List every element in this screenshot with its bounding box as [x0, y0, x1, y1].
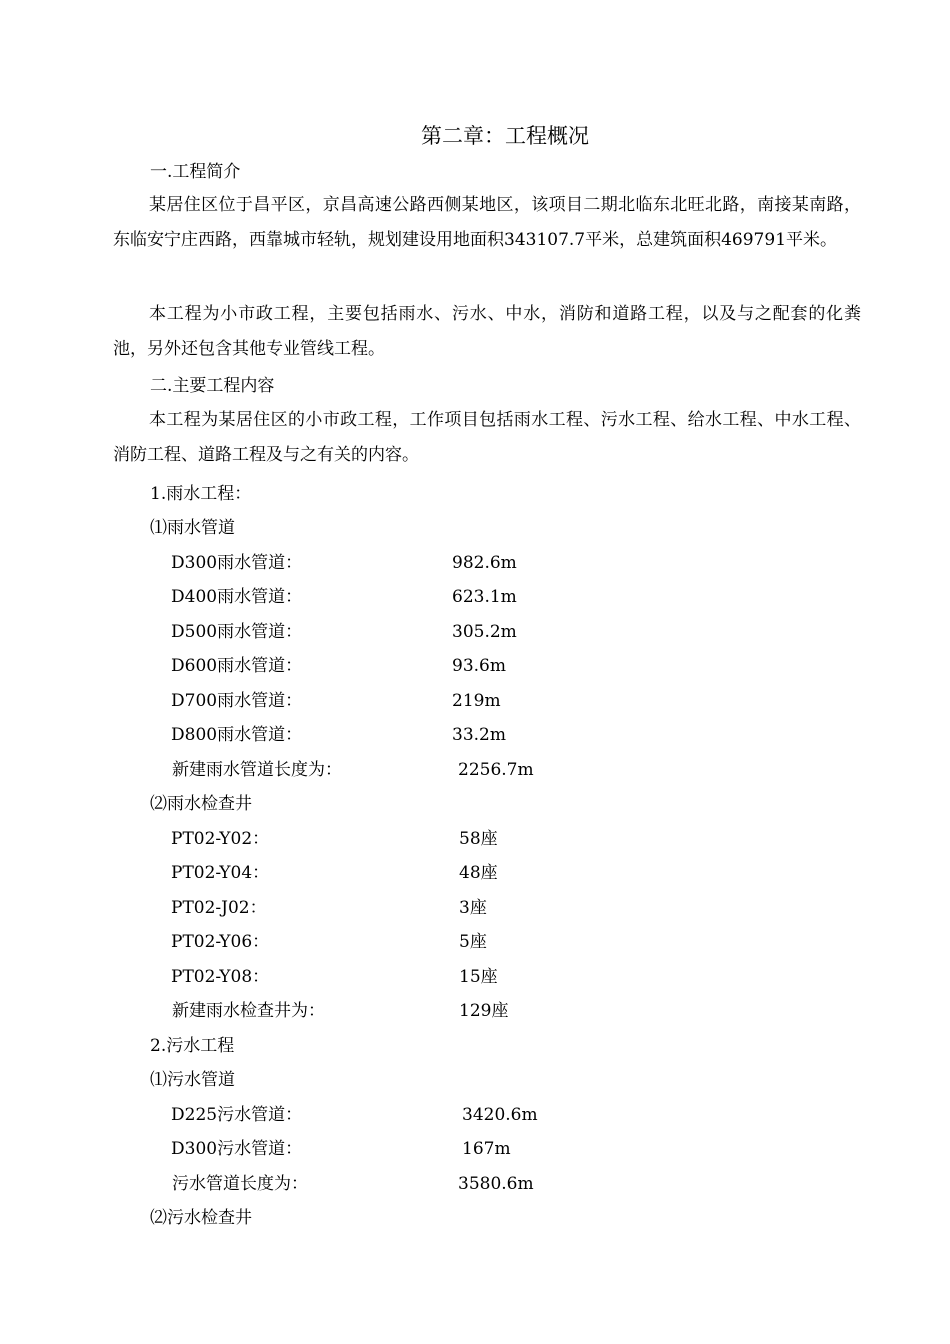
sewer-pipe-row: [0, 1137, 950, 1161]
rain-pipe-length: 305.2m: [452, 622, 517, 642]
sewer-pipe-length: 167m: [462, 1139, 511, 1159]
rain-pipe-row: [0, 551, 950, 575]
sewer-pipe-row: [0, 1103, 950, 1127]
rain-well-count: 15座: [459, 967, 498, 987]
rain-well-type: PT02-Y06：: [171, 932, 270, 952]
rain-pipe-length: 982.6m: [452, 553, 517, 573]
rain-pipe-length: 623.1m: [452, 587, 517, 607]
main-content-paragraph: 本工程为某居住区的小市政工程，工作项目包括雨水工程、污水工程、给水工程、中水工程、消防工程、道路工程及与之有关的内容。: [113, 410, 861, 465]
sewer-pipe-total-label: 污水管道长度为：: [172, 1174, 308, 1194]
rain-well-row: [0, 861, 950, 885]
rain-pipe-name: D600雨水管道：: [171, 656, 303, 676]
sewer-wells-heading: ⑵污水检查井: [150, 1208, 252, 1228]
rain-well-row: [0, 930, 950, 954]
rain-pipe-total-label: 新建雨水管道长度为：: [172, 760, 342, 780]
rain-wells-heading: ⑵雨水检查井: [150, 794, 252, 814]
rain-well-total-label: 新建雨水检查井为：: [172, 1001, 325, 1021]
sewer-pipe-name: D300污水管道：: [171, 1139, 303, 1159]
overview-paragraph-scope: 本工程为小市政工程，主要包括雨水、污水、中水，消防和道路工程，以及与之配套的化粪池，另外还包含其他专业管线工程。: [113, 304, 861, 359]
sewer-pipe-name: D225污水管道：: [171, 1105, 303, 1125]
rain-pipes-heading: ⑴雨水管道: [150, 518, 235, 538]
section-heading-main-content: 二.主要工程内容: [150, 376, 275, 396]
rain-pipe-row: [0, 620, 950, 644]
rain-pipe-row: [0, 654, 950, 678]
rain-pipe-name: D500雨水管道：: [171, 622, 303, 642]
rain-pipe-name: D300雨水管道：: [171, 553, 303, 573]
rain-well-row: [0, 965, 950, 989]
rain-pipe-name: D800雨水管道：: [171, 725, 303, 745]
rain-pipe-length: 219m: [452, 691, 501, 711]
sewer-pipe-length: 3420.6m: [462, 1105, 538, 1125]
rain-well-type: PT02-Y02：: [171, 829, 270, 849]
rain-well-row: [0, 896, 950, 920]
rain-works-heading: 1.雨水工程：: [150, 484, 252, 504]
chapter-title: 第二章：工程概况: [421, 124, 589, 148]
rain-well-type: PT02-Y04：: [171, 863, 270, 883]
sewer-pipes-heading: ⑴污水管道: [150, 1070, 235, 1090]
rain-pipe-length: 93.6m: [452, 656, 506, 676]
rain-well-count: 3座: [459, 898, 487, 918]
rain-well-total-row: [0, 999, 950, 1023]
rain-well-total-value: 129座: [459, 1001, 509, 1021]
rain-pipe-name: D400雨水管道：: [171, 587, 303, 607]
rain-well-count: 48座: [459, 863, 498, 883]
rain-pipe-length: 33.2m: [452, 725, 506, 745]
rain-pipe-total-value: 2256.7m: [458, 760, 534, 780]
rain-well-row: [0, 827, 950, 851]
rain-well-count: 5座: [459, 932, 487, 952]
overview-paragraph-location: 某居住区位于昌平区，京昌高速公路西侧某地区，该项目二期北临东北旺北路，南接某南路，东临安宁庄西路，西靠城市轻轨，规划建设用地面积343107.7平米，总建筑面积469791平米。: [113, 195, 861, 250]
sewer-pipe-total-row: [0, 1172, 950, 1196]
rain-pipe-name: D700雨水管道：: [171, 691, 303, 711]
sewer-works-heading: 2.污水工程: [150, 1036, 235, 1056]
section-heading-overview: 一.工程简介: [150, 162, 241, 182]
sewer-pipe-total-value: 3580.6m: [458, 1174, 534, 1194]
rain-pipe-row: [0, 689, 950, 713]
rain-well-type: PT02-J02：: [171, 898, 267, 918]
rain-pipe-row: [0, 723, 950, 747]
rain-well-count: 58座: [459, 829, 498, 849]
rain-well-type: PT02-Y08：: [171, 967, 270, 987]
rain-pipe-row: [0, 585, 950, 609]
rain-pipe-total-row: [0, 758, 950, 782]
